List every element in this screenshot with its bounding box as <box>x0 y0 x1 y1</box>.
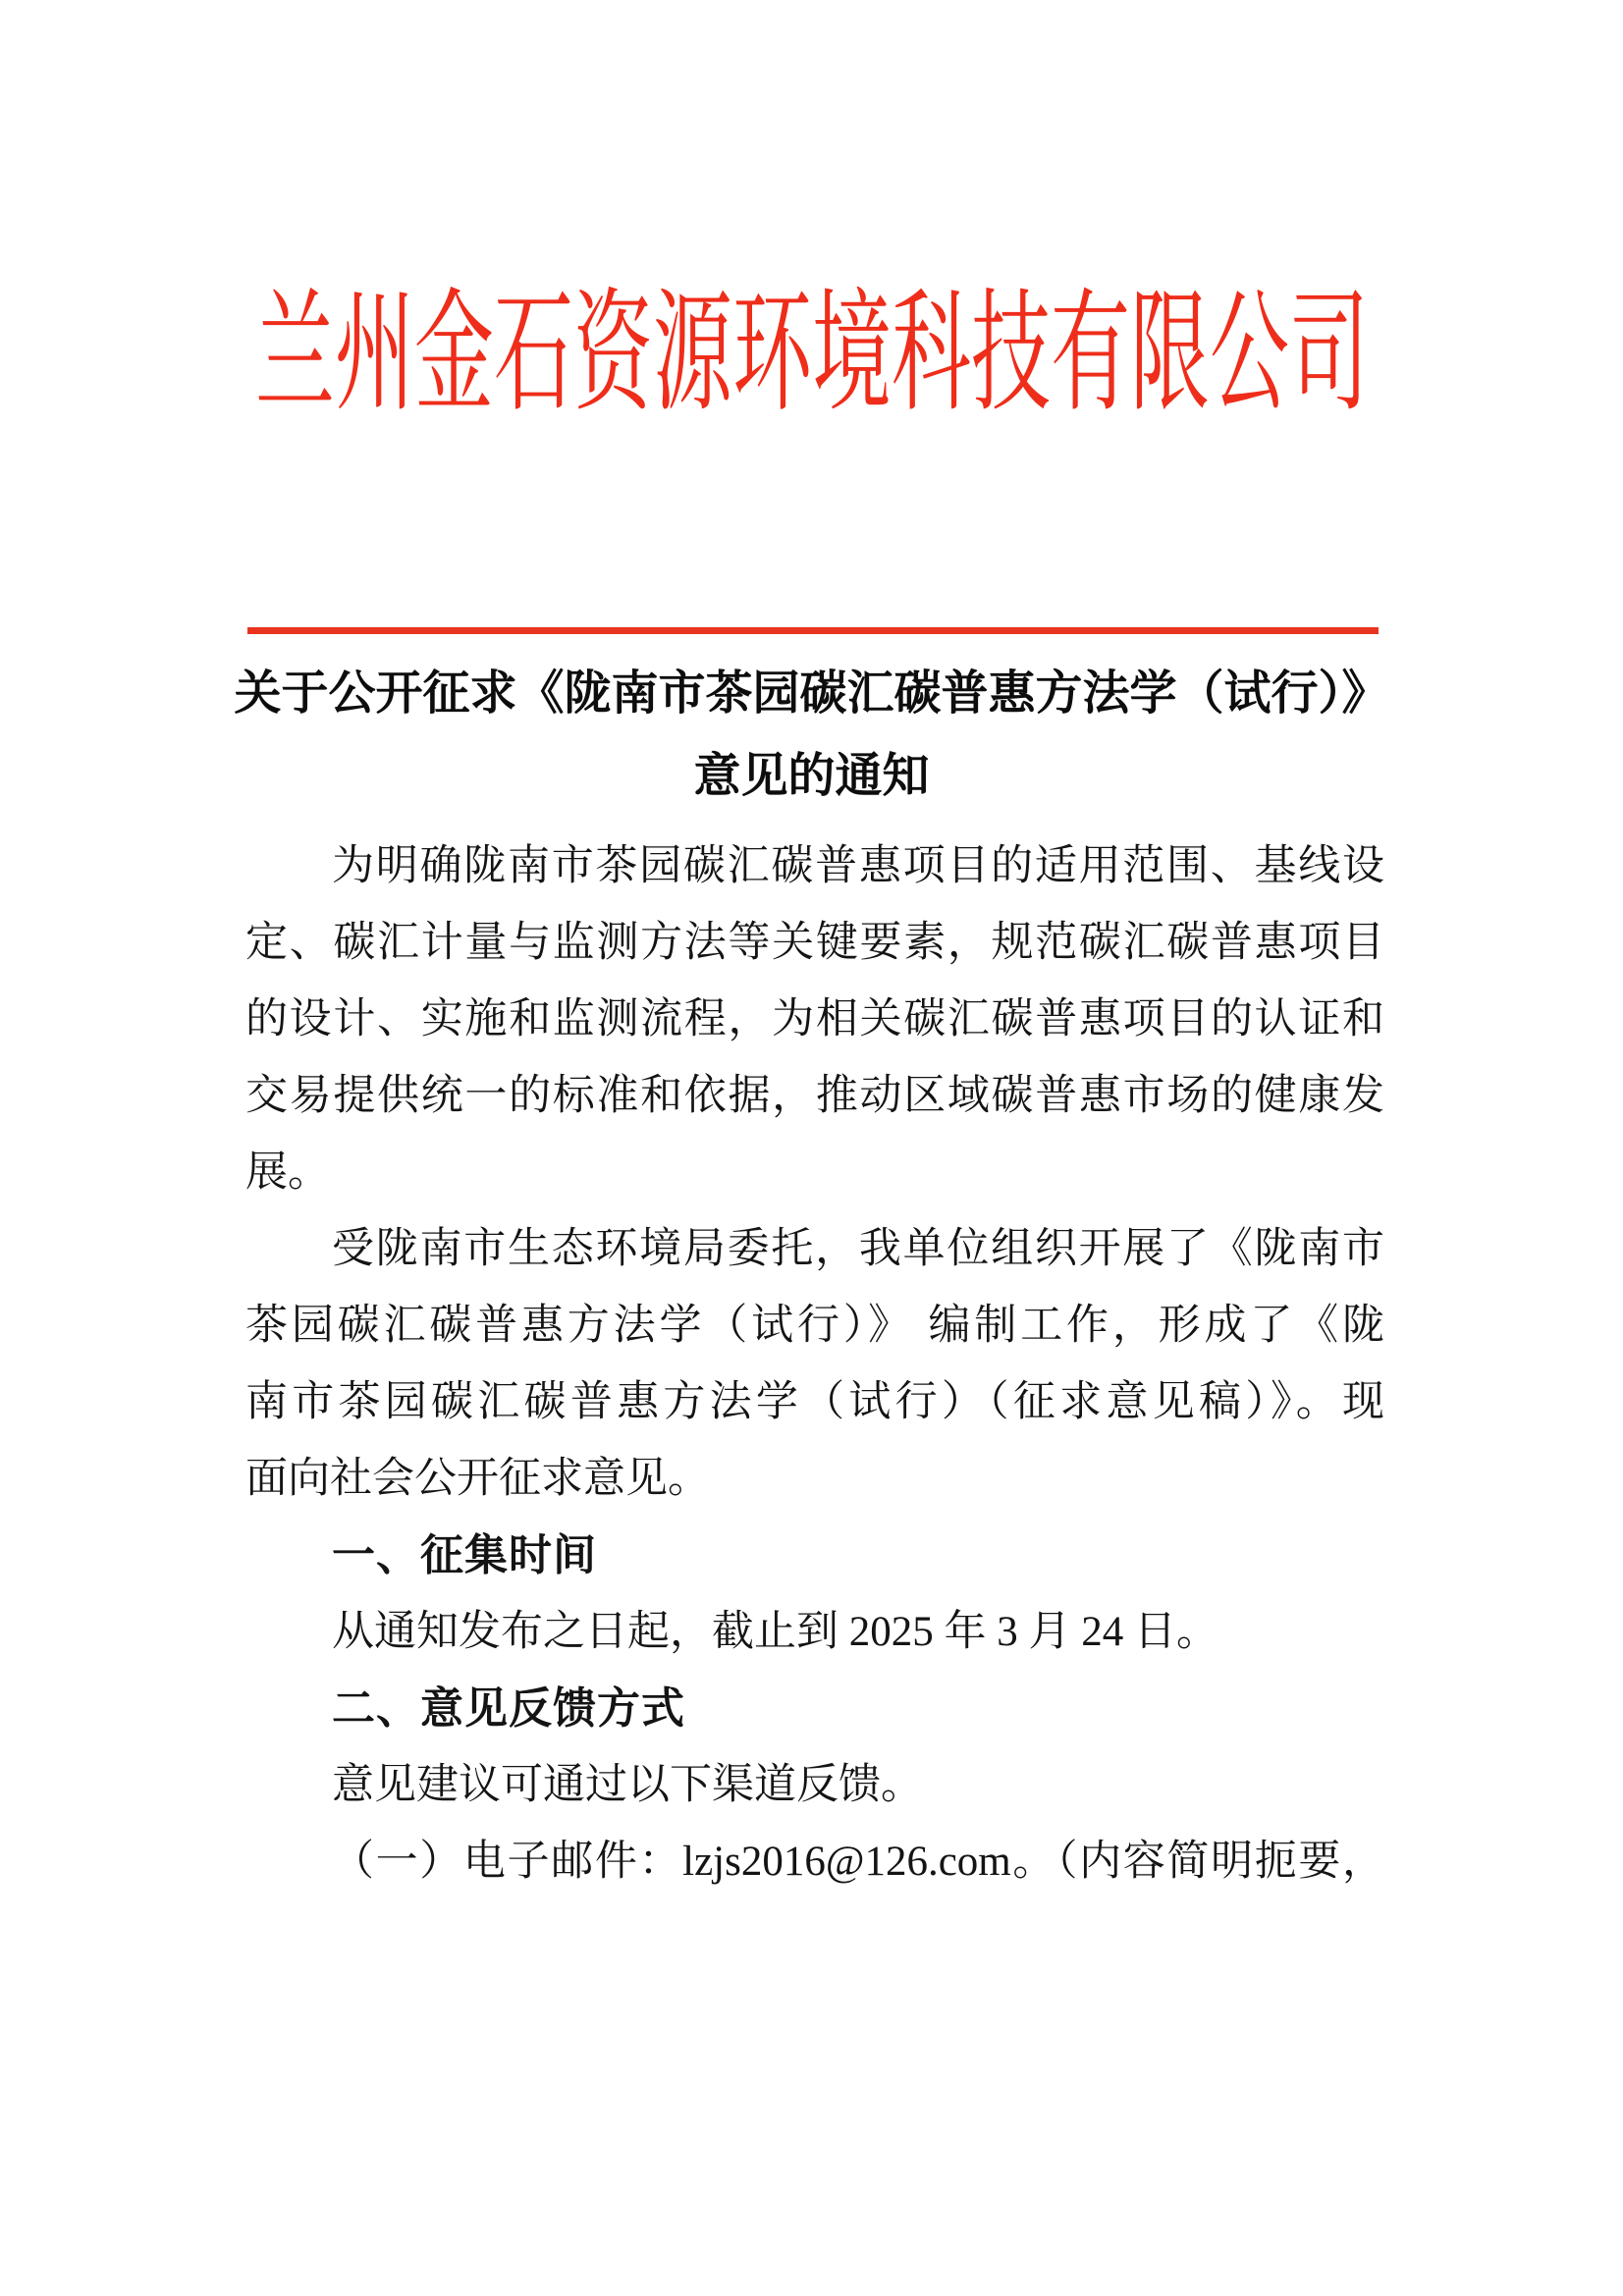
body-line: 南市茶园碳汇碳普惠方法学（试行）（征求意见稿）》。现 <box>245 1379 1384 1425</box>
body-line: 从通知发布之日起，截止到 2025 年 3 月 24 日。 <box>332 1609 1218 1655</box>
body-line: 意见建议可通过以下渠道反馈。 <box>332 1762 923 1808</box>
body-line: 受陇南市生态环境局委托，我单位组织开展了《陇南市 <box>332 1226 1384 1272</box>
document-title-line2: 意见的通知 <box>693 750 930 802</box>
body-line: 为明确陇南市茶园碳汇碳普惠项目的适用范围、基线设 <box>332 843 1384 889</box>
company-letterhead: 兰州金石资源环境科技有限公司 <box>254 282 1369 428</box>
section-heading: 二、意见反馈方式 <box>332 1684 685 1733</box>
document-body <box>245 828 1384 1900</box>
body-line: （一）电子邮件：lzjs2016@126.com。（内容简明扼要， <box>332 1839 1384 1885</box>
body-line: 定、碳汇计量与监测方法等关键要素，规范碳汇碳普惠项目 <box>245 920 1384 966</box>
body-line: 的设计、实施和监测流程，为相关碳汇碳普惠项目的认证和 <box>245 996 1384 1042</box>
document-title-line1: 关于公开征求《陇南市茶园碳汇碳普惠方法学（试行）》 <box>234 667 1389 720</box>
body-line: 面向社会公开征求意见。 <box>245 1456 710 1502</box>
body-line: 展。 <box>245 1149 330 1196</box>
body-line: 茶园碳汇碳普惠方法学（试行）》 编制工作，形成了《陇 <box>245 1303 1384 1349</box>
document-title <box>0 653 1623 818</box>
section-heading: 一、征集时间 <box>332 1531 597 1579</box>
body-line: 交易提供统一的标准和依据，推动区域碳普惠市场的健康发 <box>245 1073 1384 1119</box>
letterhead-divider <box>247 627 1379 634</box>
